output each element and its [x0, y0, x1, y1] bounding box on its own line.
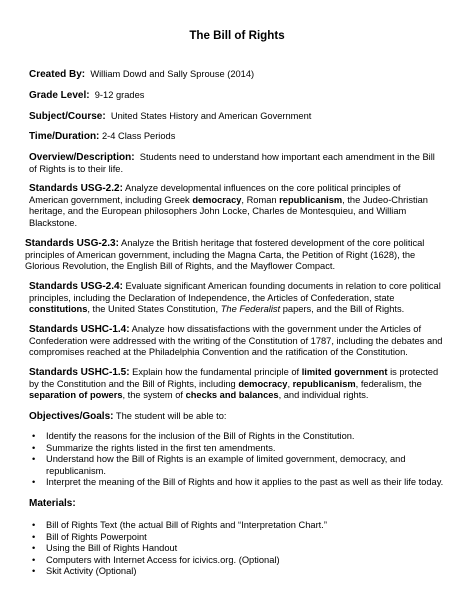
standard-text: , and individual rights. [278, 390, 369, 401]
bullet-icon: • [32, 554, 36, 565]
standard-bold-term: democracy [192, 194, 242, 205]
time-label: Time/Duration: [29, 131, 100, 142]
list-item [29, 443, 449, 455]
bullet-icon: • [32, 531, 36, 542]
overview-label: Overview/Description: [29, 152, 135, 163]
standard-text: is protected [390, 367, 439, 377]
standard-bold-term: constitutions [29, 304, 88, 315]
list-item [29, 454, 449, 477]
standard-text: Analyze how dissatisfactions with the government under the Articles of [131, 324, 422, 334]
standard-label: Standards USG-2.2: [29, 183, 123, 194]
subject-line [29, 111, 311, 123]
standard-usg-2-4 [29, 281, 449, 316]
standard-text: by the Constitution and the Bill of Rights, including [29, 378, 236, 389]
time-value: 2-4 Class Periods [101, 131, 176, 141]
list-item-text: Interpret the meaning of the Bill of Rights and how it applies to the past as well as their life today. [46, 477, 444, 488]
list-item-text: Bill of Rights Powerpoint [46, 531, 147, 542]
objectives-heading [29, 411, 449, 423]
list-item-text: Using the Bill of Rights Handout [46, 543, 178, 554]
standard-ushc-1-5 [29, 367, 449, 402]
bullet-icon: • [32, 454, 36, 465]
standard-bold-term: checks and balances [185, 390, 279, 401]
materials-list [29, 520, 449, 578]
list-item [29, 555, 449, 567]
list-item-text: Understand how the Bill of Rights is an example of limited government, democracy, and republicanism. [46, 454, 406, 476]
list-item-text: Summarize the rights listed in the first ten amendments. [46, 442, 276, 453]
standard-text: compromises reached at the Philadelphia Convention and the ratification of the Constitution. [29, 347, 408, 358]
standard-bold-term: limited government [301, 367, 388, 377]
grade-level-value: 9-12 grades [94, 90, 145, 100]
standard-text: Evaluate significant American founding documents in relation to core political [125, 281, 441, 291]
objectives-label: Objectives/Goals: [29, 411, 114, 422]
list-item-text: Identify the reasons for the inclusion of the Bill of Rights in the Constitution. [46, 431, 355, 441]
standard-text: heritage, and the European philosophers John Locke, Charles de Montesquieu, and William [29, 206, 407, 217]
time-line [29, 131, 175, 143]
bullet-icon: • [32, 566, 36, 577]
standard-text: , the Judeo-Christian [342, 194, 428, 205]
standard-label: Standards USG-2.4: [29, 281, 123, 292]
standard-text: Blackstone. [29, 217, 78, 228]
standard-text: Confederation were addressed with the writing of the Constitution of 1787, including the debates and [29, 335, 443, 346]
standard-italic-term: The Federalist [220, 304, 281, 315]
materials-heading: Materials: [29, 498, 76, 509]
standard-text: Analyze the British heritage that fostered development of the core political [121, 238, 425, 248]
standard-ushc-1-4 [29, 324, 449, 359]
standard-text: , the system of [122, 390, 183, 401]
list-item [29, 477, 449, 489]
list-item [29, 431, 449, 443]
standard-bold-term: separation of powers [29, 390, 123, 401]
bullet-icon: • [32, 442, 36, 453]
bullet-icon: • [32, 520, 36, 530]
created-by-value: William Dowd and Sally Sprouse (2014) [90, 69, 255, 79]
list-item-text: Bill of Rights Text (the actual Bill of Rights and “Interpretation Chart.” [46, 520, 327, 530]
list-item-text: Skit Activity (Optional) [46, 566, 137, 577]
standard-text: Explain how the fundamental principle of [132, 367, 300, 377]
objectives-list [29, 431, 449, 489]
standard-usg-2-3 [25, 238, 449, 273]
grade-level-label: Grade Level: [29, 90, 90, 101]
standard-usg-2-2 [29, 183, 449, 229]
overview-text-2: of Rights is to their life. [29, 163, 124, 174]
standard-text: American government, including Greek [29, 194, 190, 205]
standard-text: Analyze developmental influences on the core political principles of [125, 183, 401, 193]
objectives-intro: The student will be able to: [115, 411, 227, 421]
list-item [29, 543, 449, 555]
standard-bold-term: republicanism [292, 378, 356, 389]
subject-label: Subject/Course: [29, 111, 106, 122]
overview-text-1: Students need to understand how important each amendment in the Bill [139, 152, 435, 162]
bullet-icon: • [32, 477, 36, 488]
bullet-icon: • [32, 543, 36, 554]
bullet-icon: • [32, 431, 36, 441]
standard-label: Standards USHC-1.4: [29, 324, 130, 335]
document-title: The Bill of Rights [189, 29, 285, 42]
standard-text: principles, including the Declaration of Independence, the Articles of Confederation, state [29, 292, 395, 303]
standard-label: Standards USG-2.3: [25, 238, 119, 249]
standard-text: principles of American government, including the Magna Carta, the Petition of Right (1628), the [25, 249, 416, 260]
standard-text: , Roman [241, 194, 277, 205]
grade-level-line [29, 90, 144, 102]
standard-label: Standards USHC-1.5: [29, 367, 130, 378]
standard-text: Glorious Revolution, the English Bill of Rights, and the Mayflower Compact. [25, 261, 336, 272]
overview-paragraph [29, 152, 449, 175]
standard-bold-term: democracy [238, 378, 288, 389]
standard-bold-term: republicanism [279, 194, 343, 205]
standard-text: , the United States Constitution, [87, 304, 219, 315]
subject-value: United States History and American Government [110, 111, 312, 121]
list-item [29, 532, 449, 544]
standard-text: , federalism, the [355, 378, 422, 389]
list-item [29, 520, 449, 532]
list-item-text: Computers with Internet Access for icivics.org. (Optional) [46, 554, 280, 565]
created-by-line [29, 69, 254, 81]
list-item [29, 566, 449, 578]
standard-text: papers, and the Bill of Rights. [282, 304, 405, 315]
standard-text: , [287, 378, 291, 389]
created-by-label: Created By: [29, 69, 86, 80]
